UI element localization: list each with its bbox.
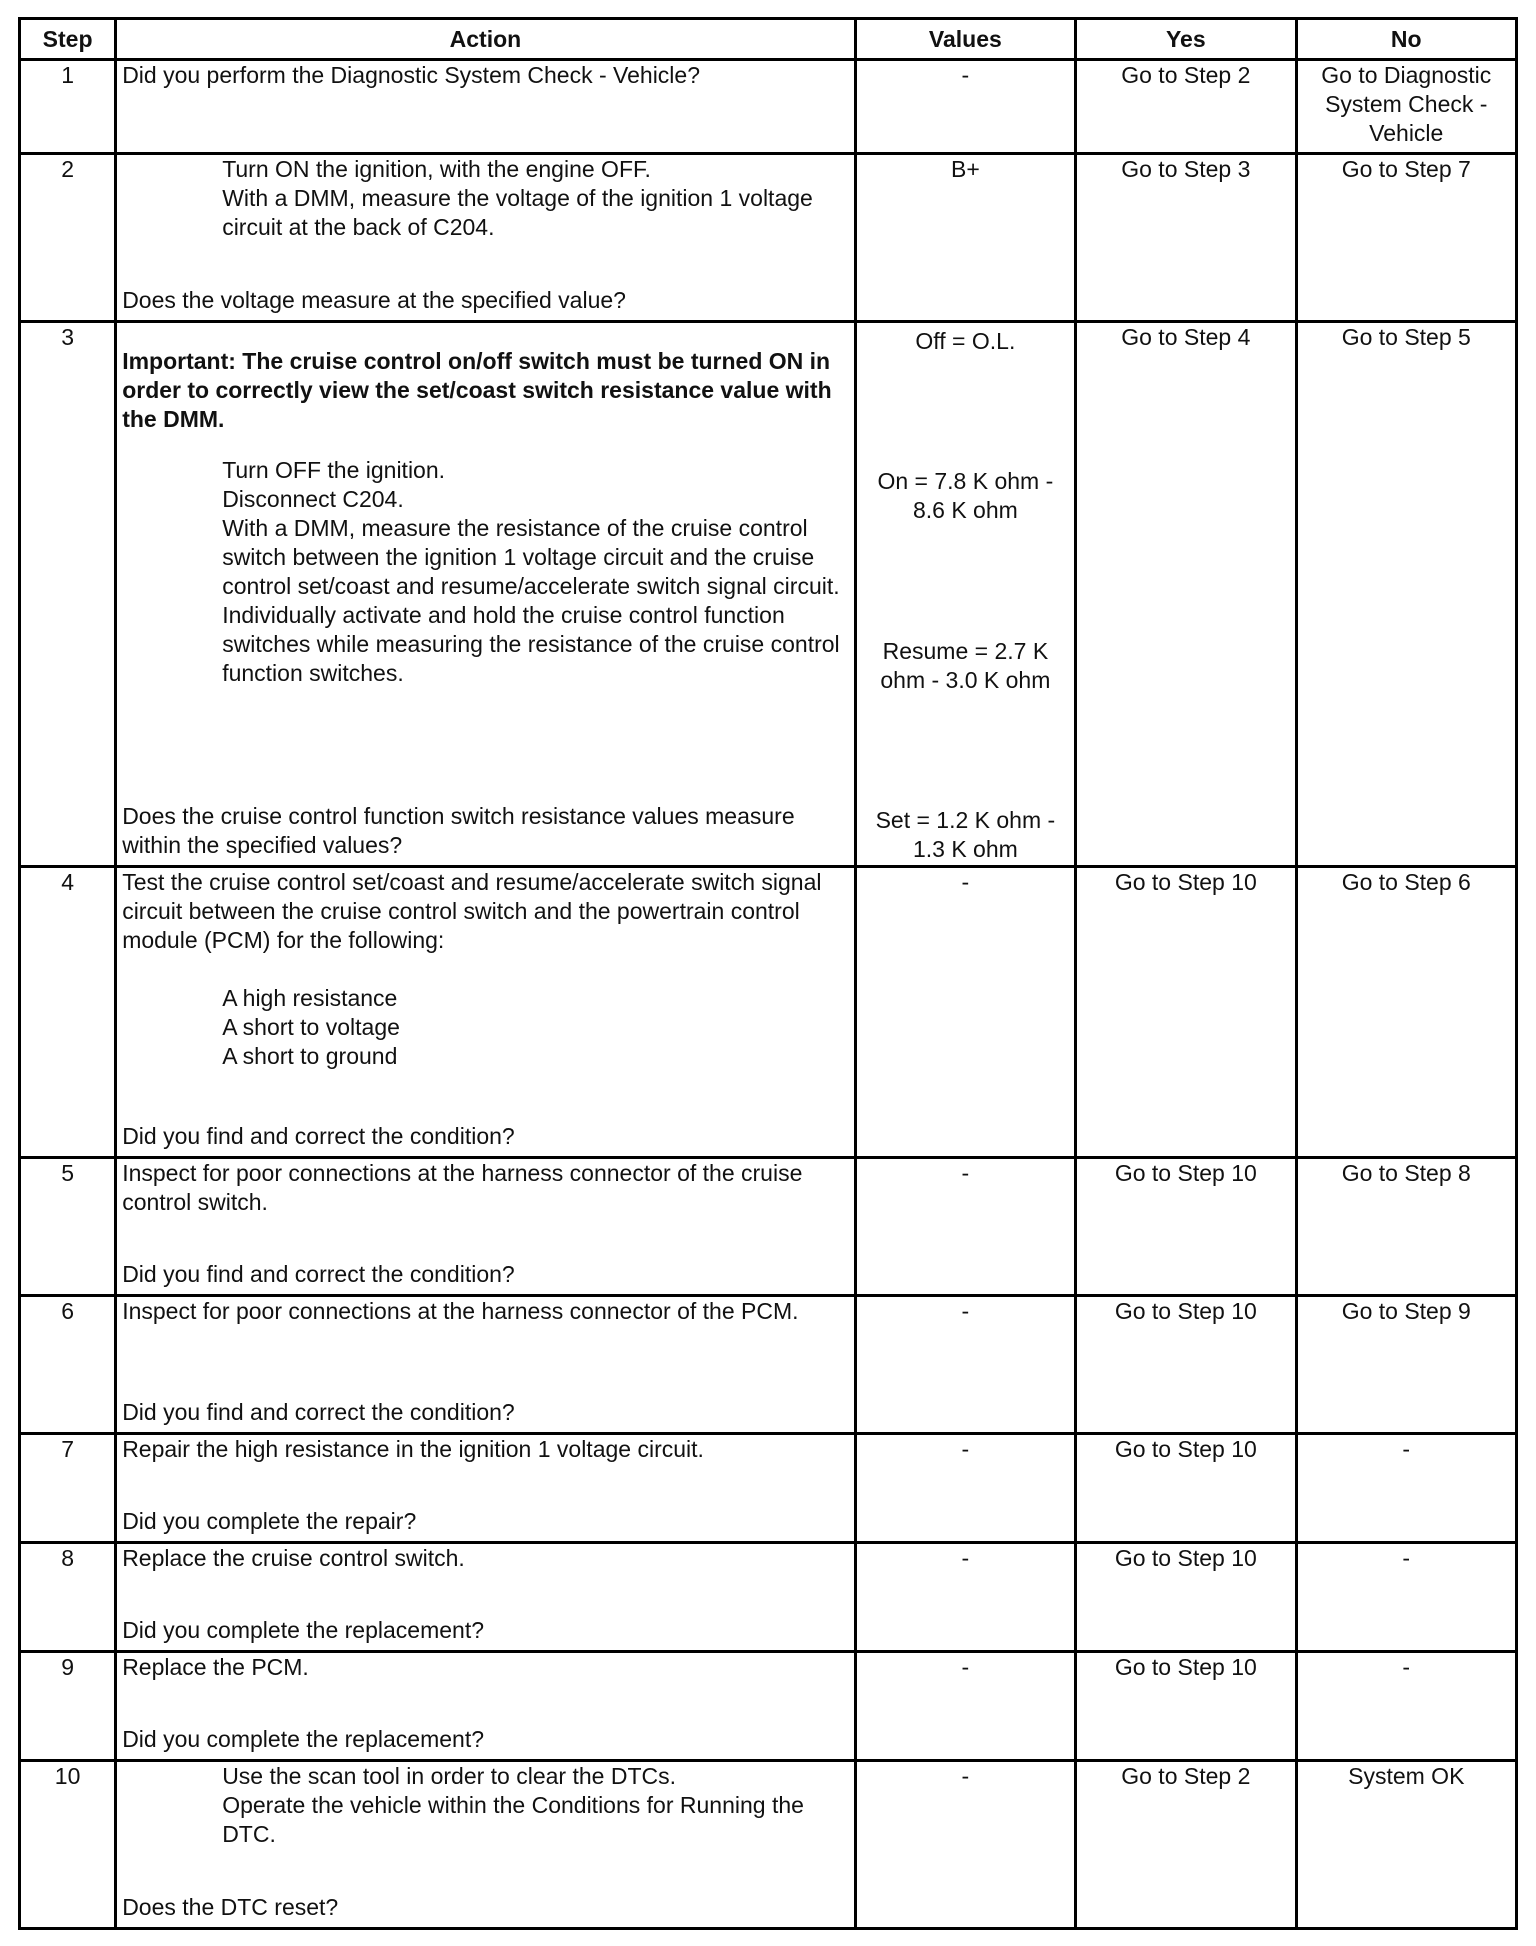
action-cell bbox=[116, 154, 855, 322]
spec-value: Resume = 2.7 K ohm - 3.0 K ohm bbox=[880, 637, 1051, 693]
action-content bbox=[122, 1435, 848, 1536]
action-top bbox=[122, 61, 848, 90]
values-cell bbox=[855, 1543, 1075, 1652]
action-intro-text: Inspect for poor connections at the harness connector of the cruise control switch. bbox=[122, 1160, 803, 1215]
action-cell bbox=[116, 1543, 855, 1652]
table-row bbox=[20, 1158, 1517, 1296]
action-step-text: Use the scan tool in order to clear the DTCs. bbox=[222, 1763, 676, 1789]
action-content bbox=[122, 868, 848, 1151]
step-number: 5 bbox=[20, 1158, 116, 1296]
no-action: - bbox=[1296, 1543, 1516, 1652]
table-row bbox=[20, 1296, 1517, 1434]
action-content bbox=[122, 1159, 848, 1289]
action-question: Does the cruise control function switch resistance values measure within the specified values? bbox=[122, 803, 795, 858]
spec-value: On = 7.8 K ohm - 8.6 K ohm bbox=[877, 468, 1054, 524]
yes-action: Go to Step 10 bbox=[1076, 1158, 1296, 1296]
action-top bbox=[122, 1159, 848, 1217]
values-cell bbox=[855, 1652, 1075, 1761]
action-top bbox=[122, 323, 848, 688]
step-number: 10 bbox=[20, 1761, 116, 1929]
action-steps bbox=[122, 155, 848, 242]
action-intro-text: Inspect for poor connections at the harness connector of the PCM. bbox=[122, 1298, 799, 1324]
spec-value: - bbox=[961, 1654, 970, 1680]
spec-value: Off = O.L. bbox=[915, 328, 1016, 354]
action-step-text: Turn ON the ignition, with the engine OFF. bbox=[222, 156, 651, 182]
action-content bbox=[122, 323, 848, 860]
action-top bbox=[122, 1297, 848, 1326]
values-cell bbox=[855, 1158, 1075, 1296]
action-question: Did you complete the replacement? bbox=[122, 1726, 484, 1752]
table-row bbox=[20, 1652, 1517, 1761]
action-question: Did you complete the replacement? bbox=[122, 1617, 484, 1643]
action-intro-text: Test the cruise control set/coast and resume/accelerate switch signal circuit between the cruise control switch and the powertrain control module (PCM) for the following: bbox=[122, 869, 822, 953]
action-intro-text: Repair the high resistance in the ignition 1 voltage circuit. bbox=[122, 1436, 704, 1462]
action-top bbox=[122, 1653, 848, 1682]
values-cell bbox=[855, 60, 1075, 154]
spec-value: - bbox=[961, 1763, 970, 1789]
action-step-text: Disconnect C204. bbox=[222, 486, 404, 512]
values-cell bbox=[855, 1296, 1075, 1434]
action-content bbox=[122, 1762, 848, 1922]
yes-action: Go to Step 2 bbox=[1076, 60, 1296, 154]
action-question: Did you find and correct the condition? bbox=[122, 1123, 515, 1149]
action-cell bbox=[116, 1296, 855, 1434]
diagnostic-table-container bbox=[18, 17, 1518, 1930]
step-number: 3 bbox=[20, 322, 116, 867]
step-number: 6 bbox=[20, 1296, 116, 1434]
action-question: Did you find and correct the condition? bbox=[122, 1261, 515, 1287]
values-cell bbox=[855, 154, 1075, 322]
action-cell bbox=[116, 1434, 855, 1543]
action-cell bbox=[116, 867, 855, 1158]
spec-value: - bbox=[961, 62, 970, 88]
action-steps bbox=[122, 456, 848, 688]
no-action: System OK bbox=[1296, 1761, 1516, 1929]
no-action: Go to Step 5 bbox=[1296, 322, 1516, 867]
step-number: 4 bbox=[20, 867, 116, 1158]
values-cell bbox=[855, 1761, 1075, 1929]
step-number: 9 bbox=[20, 1652, 116, 1761]
action-top bbox=[122, 1435, 848, 1464]
action-intro-text: Replace the cruise control switch. bbox=[122, 1545, 465, 1571]
no-action: - bbox=[1296, 1652, 1516, 1761]
action-content bbox=[122, 61, 848, 147]
action-step-text: With a DMM, measure the resistance of the cruise control switch between the ignition 1 voltage circuit and the cruise control set/coast and resume/accelerate switch signal circuit. bbox=[222, 515, 840, 599]
yes-action: Go to Step 10 bbox=[1076, 1296, 1296, 1434]
step-number: 7 bbox=[20, 1434, 116, 1543]
step-number: 1 bbox=[20, 60, 116, 154]
action-question: Did you find and correct the condition? bbox=[122, 1399, 515, 1425]
yes-action: Go to Step 10 bbox=[1076, 867, 1296, 1158]
yes-action: Go to Step 10 bbox=[1076, 1652, 1296, 1761]
no-action: - bbox=[1296, 1434, 1516, 1543]
spec-value: Set = 1.2 K ohm - 1.3 K ohm bbox=[875, 806, 1056, 862]
action-step-text: A high resistance bbox=[222, 985, 398, 1011]
action-content bbox=[122, 155, 848, 315]
table-row bbox=[20, 1543, 1517, 1652]
action-cell bbox=[116, 60, 855, 154]
action-content bbox=[122, 1297, 848, 1427]
yes-action: Go to Step 4 bbox=[1076, 322, 1296, 867]
action-question: Does the voltage measure at the specified value? bbox=[122, 287, 626, 313]
action-top bbox=[122, 1544, 848, 1573]
table-row bbox=[20, 322, 1517, 867]
yes-action: Go to Step 10 bbox=[1076, 1543, 1296, 1652]
no-action: Go to Step 7 bbox=[1296, 154, 1516, 322]
spec-value: - bbox=[961, 869, 970, 895]
action-step-text: With a DMM, measure the voltage of the ignition 1 voltage circuit at the back of C204. bbox=[222, 185, 813, 240]
action-content bbox=[122, 1544, 848, 1645]
header-no: No bbox=[1296, 19, 1516, 60]
action-step-text: A short to voltage bbox=[222, 1014, 400, 1040]
header-values: Values bbox=[855, 19, 1075, 60]
table-row bbox=[20, 867, 1517, 1158]
action-step-text: A short to ground bbox=[222, 1043, 398, 1069]
no-action: Go to Diagnostic System Check - Vehicle bbox=[1296, 60, 1516, 154]
header-row bbox=[20, 19, 1517, 60]
important-note: Important: The cruise control on/off switch must be turned ON in order to correctly view the set/coast switch resistance value with the DMM. bbox=[122, 348, 832, 432]
action-top bbox=[122, 868, 848, 1071]
spec-value: - bbox=[961, 1436, 970, 1462]
action-question: Does the DTC reset? bbox=[122, 1894, 339, 1920]
action-cell bbox=[116, 1761, 855, 1929]
header-step: Step bbox=[20, 19, 116, 60]
action-question: Did you complete the repair? bbox=[122, 1508, 417, 1534]
action-top bbox=[122, 1762, 848, 1849]
table-row bbox=[20, 60, 1517, 154]
values-cell bbox=[855, 1434, 1075, 1543]
action-cell bbox=[116, 1158, 855, 1296]
action-steps bbox=[122, 984, 848, 1071]
no-action: Go to Step 9 bbox=[1296, 1296, 1516, 1434]
no-action: Go to Step 8 bbox=[1296, 1158, 1516, 1296]
spec-value: - bbox=[961, 1160, 970, 1186]
action-steps bbox=[122, 1762, 848, 1849]
header-action: Action bbox=[116, 19, 855, 60]
spec-value: B+ bbox=[950, 156, 980, 182]
action-step-text: Turn OFF the ignition. bbox=[222, 457, 446, 483]
action-step-text: Individually activate and hold the cruise control function switches while measuring the resistance of the cruise control function switches. bbox=[222, 602, 840, 686]
table-row bbox=[20, 154, 1517, 322]
action-top bbox=[122, 155, 848, 242]
action-content bbox=[122, 1653, 848, 1754]
action-intro-text: Did you perform the Diagnostic System Check - Vehicle? bbox=[122, 62, 700, 88]
step-number: 8 bbox=[20, 1543, 116, 1652]
table-row bbox=[20, 1761, 1517, 1929]
action-cell bbox=[116, 322, 855, 867]
spec-value: - bbox=[961, 1298, 970, 1324]
values-list bbox=[862, 323, 1069, 864]
action-step-text: Operate the vehicle within the Conditions for Running the DTC. bbox=[222, 1792, 804, 1847]
yes-action: Go to Step 2 bbox=[1076, 1761, 1296, 1929]
table-row bbox=[20, 1434, 1517, 1543]
action-cell bbox=[116, 1652, 855, 1761]
action-intro-text: Replace the PCM. bbox=[122, 1654, 309, 1680]
diagnostic-table bbox=[18, 17, 1518, 1930]
step-number: 2 bbox=[20, 154, 116, 322]
header-yes: Yes bbox=[1076, 19, 1296, 60]
values-cell bbox=[855, 322, 1075, 867]
yes-action: Go to Step 10 bbox=[1076, 1434, 1296, 1543]
values-cell bbox=[855, 867, 1075, 1158]
yes-action: Go to Step 3 bbox=[1076, 154, 1296, 322]
spec-value: - bbox=[961, 1545, 970, 1571]
no-action: Go to Step 6 bbox=[1296, 867, 1516, 1158]
